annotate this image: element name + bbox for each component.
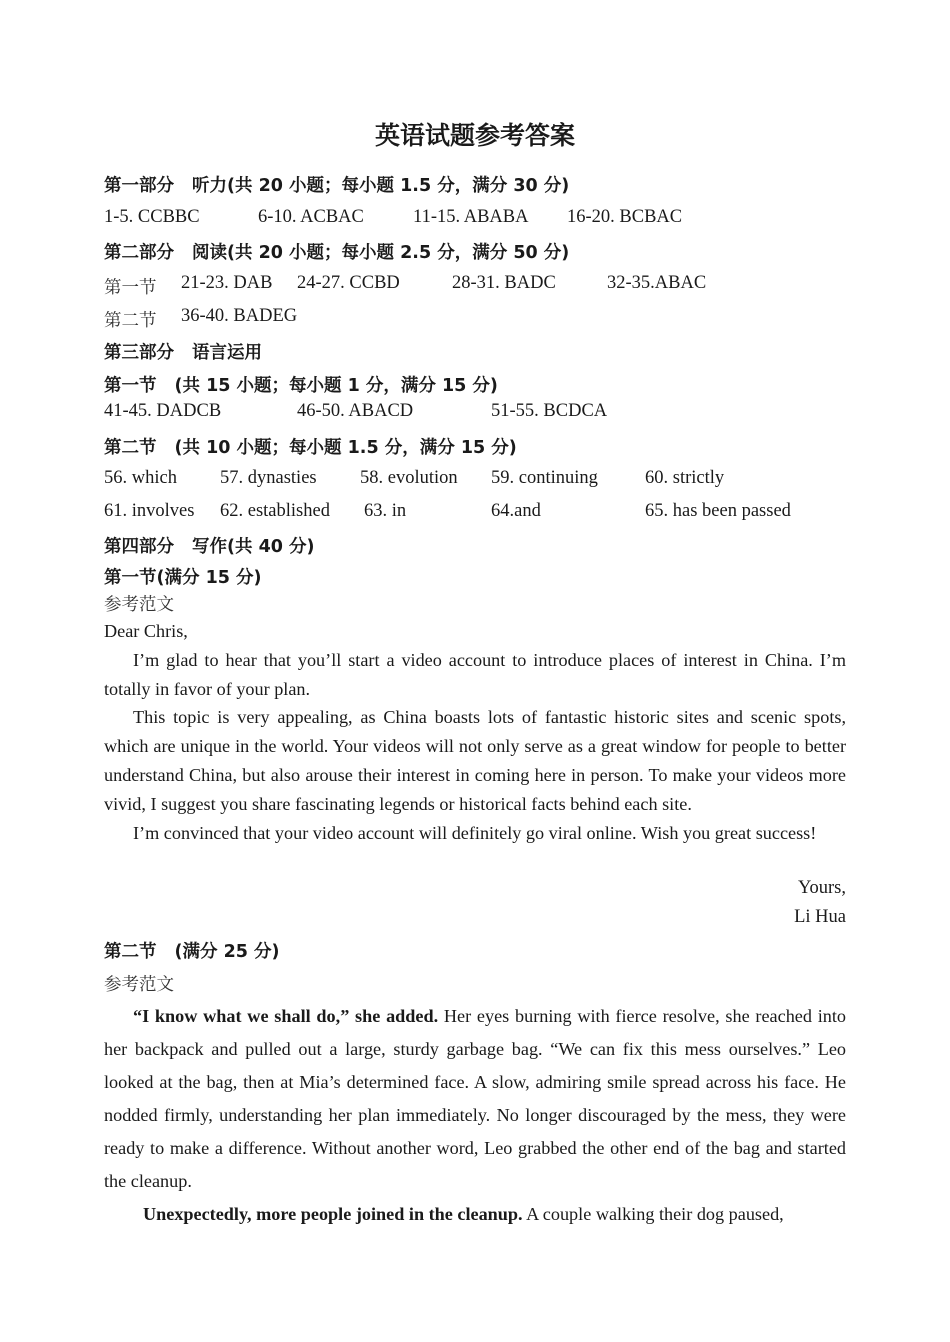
part1-info: (共 20 小题；每小题 1.5 分，满分 30 分)	[227, 176, 570, 196]
part3-section1-heading	[104, 372, 498, 397]
part2-section1-label: 第一节	[104, 278, 157, 298]
part3-answer-58: 58. evolution	[360, 468, 458, 488]
letter-paragraph-2: This topic is very appealing, as China boasts lots of fantastic historic sites and scenic spots, which are unique in the world. Your videos will not only serve as a great window for people to better understand China, but also arouse their interest in coming here in person. To make your videos more vivid, I suggest you share fascinating legends or historical facts behind each site.	[104, 707, 846, 814]
part3-label: 第三部分	[104, 343, 174, 363]
part2-info: (共 20 小题；每小题 2.5 分，满分 50 分)	[227, 243, 570, 263]
letter-greeting: Dear Chris,	[104, 621, 188, 641]
sample-story	[104, 1000, 846, 1231]
part2-heading	[104, 239, 569, 264]
letter-paragraph-3: I’m convinced that your video account will definitely go viral online. Wish you great success!	[133, 822, 817, 843]
part2-answer-4: 32-35.ABAC	[607, 273, 707, 293]
part3-answer-3: 51-55. BCDCA	[491, 401, 608, 421]
part1-answer-3: 11-15. ABABA	[413, 207, 529, 227]
part3-answer-61: 61. involves	[104, 501, 195, 521]
part4-section2-info: (满分 25 分)	[174, 942, 280, 962]
part2-answer-3: 28-31. BADC	[452, 273, 556, 293]
part1-name: 听力	[192, 176, 227, 196]
part3-answer-64: 64.and	[491, 501, 541, 521]
part1-label: 第一部分	[104, 176, 174, 196]
letter-closing: Yours,	[798, 878, 846, 898]
part1-answer-4: 16-20. BCBAC	[567, 207, 683, 227]
part3-name: 语言运用	[192, 343, 262, 363]
page-title: 英语试题参考答案	[374, 121, 575, 150]
part4-section1-heading	[104, 564, 262, 589]
part2-answer-5: 36-40. BADEG	[181, 306, 298, 326]
part3-answer-2: 46-50. ABACD	[297, 401, 414, 421]
part2-answer-1: 21-23. DAB	[181, 273, 273, 293]
part3-heading	[104, 339, 262, 364]
story-paragraph-1-lead: “I know what we shall do,” she added.	[133, 1006, 439, 1026]
part1-answer-2: 6-10. ACBAC	[258, 207, 364, 227]
sample-letter	[104, 617, 846, 847]
sample-essay-label: 参考范文	[104, 595, 174, 615]
part3-answer-63: 63. in	[364, 501, 407, 521]
part4-heading	[104, 533, 315, 558]
story-paragraph-1-body: Her eyes burning with fierce resolve, she reached into her backpack and pulled out a large, sturdy garbage bag. “We can fix this mess ourselves.” Leo looked at the bag, then at Mia’s determined face. A slow, admiring smile spread across his face. He nodded firmly, understanding her plan immediately. No longer discouraged by the mess, they were ready to make a difference. Without another word, Leo grabbed the other end of the bag and started the cleanup.	[104, 1006, 847, 1191]
letter-paragraph-1: I’m glad to hear that you’ll start a video account to introduce places of interest in China. I’m totally in favor of your plan.	[104, 649, 846, 699]
story-paragraph-2-lead: Unexpectedly, more people joined in the cleanup.	[143, 1204, 523, 1224]
part2-answer-2: 24-27. CCBD	[297, 273, 400, 293]
part3-answer-60: 60. strictly	[645, 468, 725, 488]
part4-section2-heading	[104, 938, 280, 963]
part3-answer-56: 56. which	[104, 468, 177, 488]
part4-section1-info: (满分 15 分)	[156, 568, 262, 588]
story-paragraph-2-body: A couple walking their dog paused,	[522, 1204, 784, 1224]
part3-section2-info: (共 10 小题；每小题 1.5 分，满分 15 分)	[174, 438, 517, 458]
part3-section1-info: (共 15 小题；每小题 1 分，满分 15 分)	[174, 376, 498, 396]
part1-answer-1: 1-5. CCBBC	[104, 207, 200, 227]
part3-answer-65: 65. has been passed	[645, 501, 791, 521]
part3-section2-label: 第二节	[104, 438, 157, 458]
part3-section1-label: 第一节	[104, 376, 157, 396]
part3-answer-1: 41-45. DADCB	[104, 401, 222, 421]
part4-label: 第四部分	[104, 537, 174, 557]
part4-info: (共 40 分)	[227, 537, 315, 557]
part4-section1-label: 第一节	[104, 568, 157, 588]
letter-signature: Li Hua	[794, 907, 846, 927]
part2-label: 第二部分	[104, 243, 174, 263]
part1-heading	[104, 172, 569, 197]
part4-section2-label: 第二节	[104, 942, 157, 962]
part3-section2-heading	[104, 434, 517, 459]
part3-answer-57: 57. dynasties	[220, 468, 317, 488]
story-paragraph-2	[104, 1198, 846, 1231]
part2-name: 阅读	[192, 243, 227, 263]
part2-section2-label: 第二节	[104, 311, 157, 331]
part3-answer-62: 62. established	[220, 501, 330, 521]
part3-answer-59: 59. continuing	[491, 468, 598, 488]
sample-story-label: 参考范文	[104, 975, 174, 995]
part4-name: 写作	[192, 537, 227, 557]
story-paragraph-1	[104, 1000, 846, 1198]
